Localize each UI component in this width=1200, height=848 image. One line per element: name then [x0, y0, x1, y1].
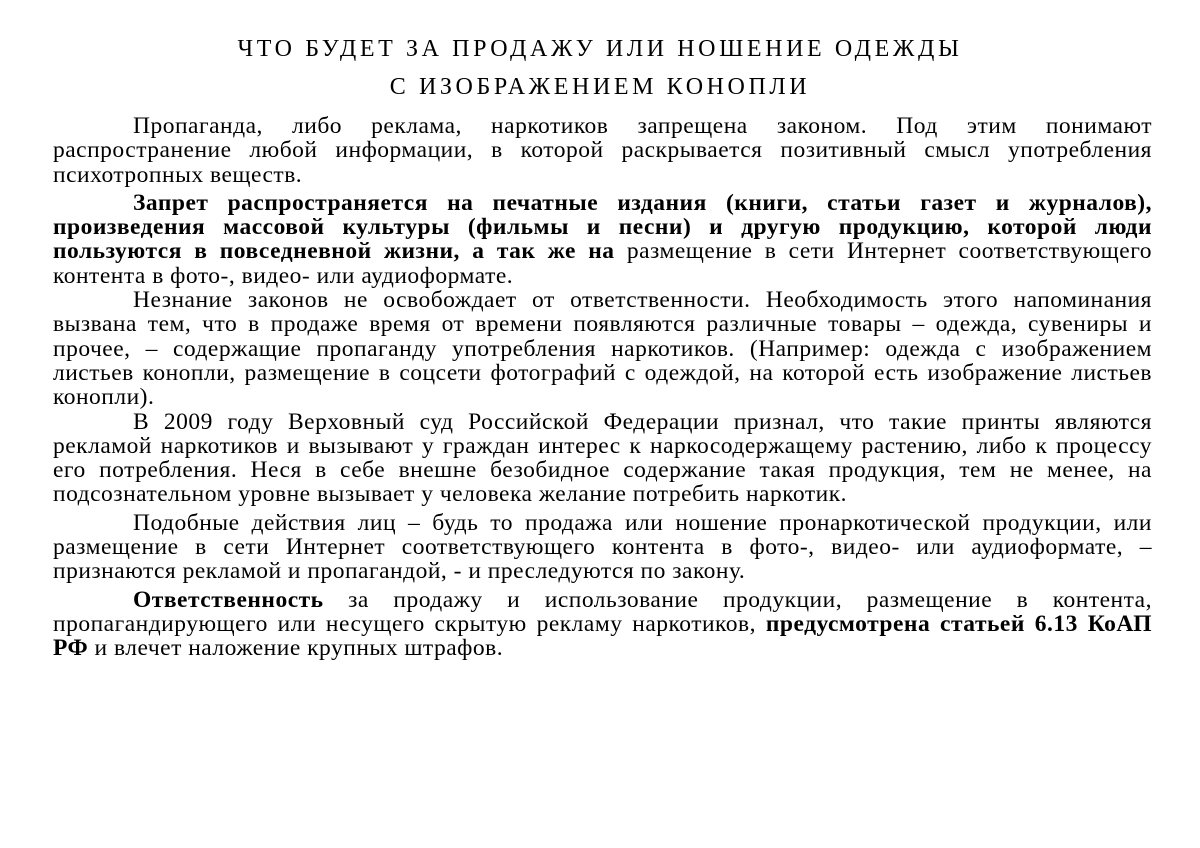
- paragraph-ban-scope: [53, 191, 1152, 288]
- koap-article-bold: предусмотрена статьей 6.13 КоАП РФ: [53, 610, 1152, 662]
- page-title: [100, 30, 1100, 106]
- document-body: [53, 114, 1152, 661]
- paragraph-propaganda-ban: Пропаганда, либо реклама, наркотиков запрещена законом. Под этим понимают распространение любой информации, в которой раскрывается позитивный смысл употребления психотропных веществ.: [53, 113, 1152, 188]
- paragraph-supreme-court-2009: В 2009 году Верховный суд Российской Федерации признал, что такие принты являются рекламой наркотиков и вызывают у граждан интерес к наркосодержащему растению, либо к процессу его потребления. Неся в себе внешне безобидное содержание такая продукция, тем не менее, на подсознательном уровне вызывает у человека желание потребить наркотик.: [53, 408, 1152, 508]
- responsibility-text-2: и влечет наложение крупных штрафов.: [88, 635, 504, 662]
- paragraph-ignorance-of-law: Незнание законов не освобождает от ответственности. Необходимость этого напоминания вызвана тем, что в продаже время от времени появляются различные товары – одежда, сувениры и прочее, – содержащие пропаганду употребления наркотиков. (Например: одежда с изображением листьев конопли, размещение в соцсети фотографий с одеждой, на которой есть изображение листьев конопли).: [53, 287, 1152, 411]
- paragraph-ban-scope-rest: размещение в сети Интернет соответствующего контента в фото-, видео- или аудиоформате.: [53, 238, 1152, 289]
- title-line-2: С ИЗОБРАЖЕНИЕМ КОНОПЛИ: [389, 74, 811, 100]
- paragraph-responsibility: [53, 588, 1152, 661]
- paragraph-ban-scope-bold: Запрет распространяется на печатные издания (книги, статьи газет и журналов), произведения массовой культуры (фильмы и песни) и другую продукцию, которой люди пользуются в повседневной жизни, а так же на: [53, 189, 1152, 265]
- responsibility-text-1: за продажу и использование продукции, размещение в контента, пропагандирующего или несущего скрытую рекламу наркотиков,: [53, 586, 1152, 637]
- responsibility-bold: Ответственность: [133, 586, 324, 613]
- title-line-1: ЧТО БУДЕТ ЗА ПРОДАЖУ ИЛИ НОШЕНИЕ ОДЕЖДЫ: [237, 36, 963, 62]
- paragraph-prosecution: Подобные действия лиц – будь то продажа или ношение пронаркотической продукции, или размещение в сети Интернет соответствующего контента в фото-, видео- или аудиоформате, – признаются рекламой и пропагандой, - и преследуются по закону.: [53, 509, 1152, 585]
